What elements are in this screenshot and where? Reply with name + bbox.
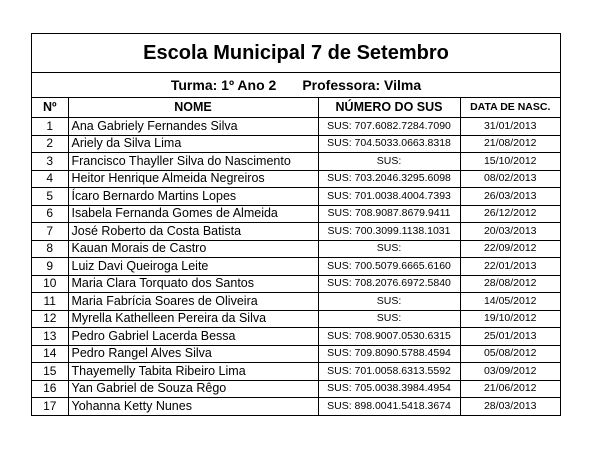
row-number: 1 — [32, 118, 68, 136]
table-row — [32, 380, 560, 398]
table-row — [32, 398, 560, 415]
sus-number: SUS: 707.6082.7284.7090 — [318, 118, 460, 136]
student-name: Kauan Morais de Castro — [68, 240, 318, 258]
birth-date: 22/09/2012 — [460, 240, 560, 258]
birth-date: 14/05/2012 — [460, 293, 560, 311]
row-number: 13 — [32, 328, 68, 346]
table-row — [32, 188, 560, 206]
header-birth-date: DATA DE NASC. — [460, 98, 560, 118]
row-number: 12 — [32, 310, 68, 328]
birth-date: 28/08/2012 — [460, 275, 560, 293]
row-number: 6 — [32, 205, 68, 223]
birth-date: 19/10/2012 — [460, 310, 560, 328]
row-number: 4 — [32, 170, 68, 188]
header-number: Nº — [32, 98, 68, 118]
table-row — [32, 328, 560, 346]
row-number: 3 — [32, 153, 68, 171]
table-row — [32, 153, 560, 171]
row-number: 2 — [32, 135, 68, 153]
row-number: 5 — [32, 188, 68, 206]
table-row — [32, 240, 560, 258]
table-row — [32, 293, 560, 311]
student-name: Myrella Kathelleen Pereira da Silva — [68, 310, 318, 328]
student-name: Pedro Gabriel Lacerda Bessa — [68, 328, 318, 346]
table-row — [32, 135, 560, 153]
sus-number: SUS: 703.2046.3295.6098 — [318, 170, 460, 188]
birth-date: 21/08/2012 — [460, 135, 560, 153]
student-name: Pedro Rangel Alves Silva — [68, 345, 318, 363]
table-row — [32, 223, 560, 241]
birth-date: 20/03/2013 — [460, 223, 560, 241]
row-number: 16 — [32, 380, 68, 398]
birth-date: 05/08/2012 — [460, 345, 560, 363]
student-name: Maria Fabrícia Soares de Oliveira — [68, 293, 318, 311]
sus-number: SUS: 709.8090.5788.4594 — [318, 345, 460, 363]
sus-number: SUS: 700.5079.6665.6160 — [318, 258, 460, 276]
student-name: Isabela Fernanda Gomes de Almeida — [68, 205, 318, 223]
sus-number: SUS: 898.0041.5418.3674 — [318, 398, 460, 415]
birth-date: 15/10/2012 — [460, 153, 560, 171]
school-title: Escola Municipal 7 de Setembro — [32, 34, 560, 73]
sus-number: SUS: 708.9007.0530.6315 — [318, 328, 460, 346]
table-header-row — [32, 98, 560, 118]
table-body — [32, 118, 560, 415]
table-row — [32, 258, 560, 276]
sus-number: SUS: 704.5033.0663.8318 — [318, 135, 460, 153]
student-name: Maria Clara Torquato dos Santos — [68, 275, 318, 293]
table-row — [32, 275, 560, 293]
birth-date: 26/12/2012 — [460, 205, 560, 223]
student-name: Heitor Henrique Almeida Negreiros — [68, 170, 318, 188]
student-name: Yohanna Ketty Nunes — [68, 398, 318, 415]
student-table — [32, 98, 560, 415]
row-number: 14 — [32, 345, 68, 363]
birth-date: 26/03/2013 — [460, 188, 560, 206]
birth-date: 25/01/2013 — [460, 328, 560, 346]
sus-number: SUS: 705.0038.3984.4954 — [318, 380, 460, 398]
sus-number: SUS: 701.0038.4004.7393 — [318, 188, 460, 206]
class-label: Turma: 1º Ano 2 — [170, 77, 277, 93]
row-number: 7 — [32, 223, 68, 241]
birth-date: 08/02/2013 — [460, 170, 560, 188]
class-roster-sheet — [31, 33, 561, 416]
row-number: 10 — [32, 275, 68, 293]
sus-number: SUS: — [318, 310, 460, 328]
row-number: 11 — [32, 293, 68, 311]
student-name: Ana Gabriely Fernandes Silva — [68, 118, 318, 136]
birth-date: 31/01/2013 — [460, 118, 560, 136]
student-name: Ariely da Silva Lima — [68, 135, 318, 153]
row-number: 15 — [32, 363, 68, 381]
header-sus: NÚMERO DO SUS — [318, 98, 460, 118]
row-number: 9 — [32, 258, 68, 276]
birth-date: 21/06/2012 — [460, 380, 560, 398]
table-row — [32, 118, 560, 136]
sus-number: SUS: 708.2076.6972.5840 — [318, 275, 460, 293]
teacher-label: Professora: Vilma — [302, 77, 422, 93]
header-name: NOME — [68, 98, 318, 118]
table-row — [32, 310, 560, 328]
row-number: 17 — [32, 398, 68, 415]
student-name: José Roberto da Costa Batista — [68, 223, 318, 241]
sus-number: SUS: — [318, 153, 460, 171]
birth-date: 03/09/2012 — [460, 363, 560, 381]
table-row — [32, 345, 560, 363]
sus-number: SUS: — [318, 293, 460, 311]
class-info — [32, 73, 560, 98]
birth-date: 22/01/2013 — [460, 258, 560, 276]
student-name: Yan Gabriel de Souza Rêgo — [68, 380, 318, 398]
sus-number: SUS: 701.0058.6313.5592 — [318, 363, 460, 381]
sus-number: SUS: 708.9087.8679.9411 — [318, 205, 460, 223]
table-row — [32, 363, 560, 381]
table-row — [32, 170, 560, 188]
student-name: Luiz Davi Queiroga Leite — [68, 258, 318, 276]
student-name: Francisco Thayller Silva do Nascimento — [68, 153, 318, 171]
sus-number: SUS: 700.3099.1138.1031 — [318, 223, 460, 241]
table-row — [32, 205, 560, 223]
student-name: Ícaro Bernardo Martins Lopes — [68, 188, 318, 206]
row-number: 8 — [32, 240, 68, 258]
sus-number: SUS: — [318, 240, 460, 258]
student-name: Thayemelly Tabita Ribeiro Lima — [68, 363, 318, 381]
birth-date: 28/03/2013 — [460, 398, 560, 415]
